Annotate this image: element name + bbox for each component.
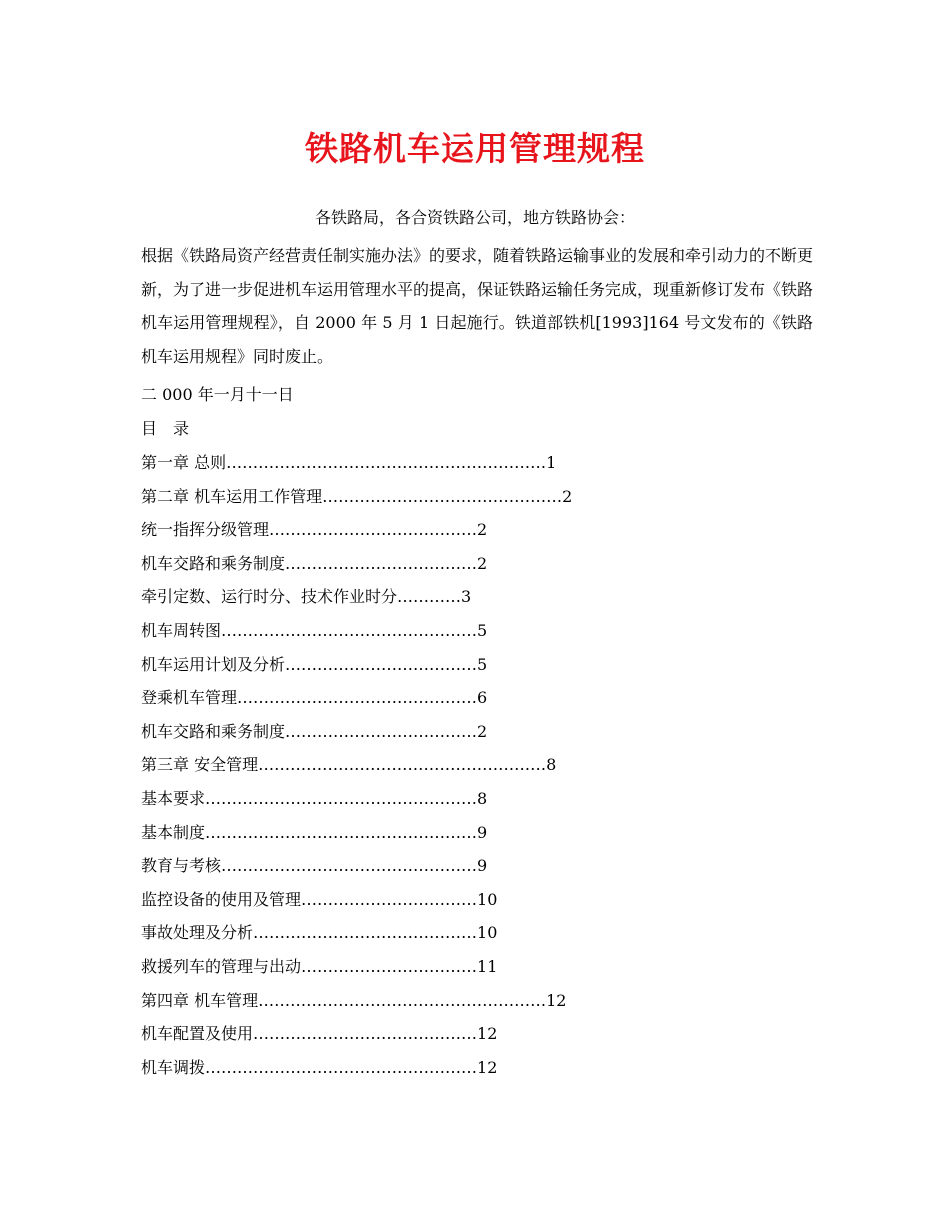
toc-entry-leader: ……………………………………………… <box>258 990 547 1010</box>
toc-entry-page: 8 <box>477 788 488 808</box>
toc-entry <box>141 987 572 1021</box>
issue-date: 二 000 年一月十一日 <box>141 385 294 404</box>
toc-entry-leader: …………………………………………… <box>205 788 478 808</box>
toc-entry-label: 机车交路和乘务制度 <box>141 553 286 573</box>
toc-entry-page: 12 <box>477 1057 498 1077</box>
toc-entry-label: 牵引定数、运行时分、技术作业时分 <box>141 587 398 607</box>
toc-entry <box>141 718 572 752</box>
toc-entry-page: 5 <box>477 654 488 674</box>
toc-entry <box>141 1054 572 1088</box>
toc-entry-label: 第三章 安全管理 <box>141 755 259 775</box>
toc-entry-leader: ……………………………… <box>285 553 478 573</box>
toc-entry-label: 第一章 总则 <box>141 453 227 472</box>
toc-entry-leader: …………………………………………… <box>205 822 478 842</box>
toc-entry-leader: …………………………………… <box>253 1024 478 1044</box>
toc-entry <box>141 852 572 886</box>
toc-entry <box>141 583 572 617</box>
toc-entry <box>141 1020 572 1054</box>
toc-entry-page: 6 <box>477 688 488 708</box>
toc-entry-leader: …………………………… <box>301 889 478 909</box>
toc-entry-label: 教育与考核 <box>141 856 222 876</box>
toc-entry-label: 基本制度 <box>141 822 206 842</box>
toc-entry-page: 5 <box>477 620 488 640</box>
toc-entry <box>141 684 572 718</box>
toc-entry-leader: …………………………………… <box>253 923 478 943</box>
toc-entry-page: 2 <box>477 721 488 741</box>
toc-entry-page: 2 <box>562 486 573 506</box>
addressee-line: 各铁路局，各合资铁路公司，地方铁路协会： <box>314 208 635 227</box>
toc-entry <box>141 550 572 584</box>
toc-entry <box>141 516 572 550</box>
toc-entry <box>141 651 572 685</box>
toc-entry-label: 统一指挥分级管理 <box>141 520 270 540</box>
toc-entry-leader: ………………………………… <box>269 520 478 540</box>
toc-entry-leader: ……………………………………… <box>322 486 563 506</box>
toc-entry-leader: ………………………………………… <box>221 856 478 876</box>
toc-heading: 目 录 <box>141 419 190 438</box>
toc-entry-page: 9 <box>477 856 488 876</box>
toc-entry-page: 11 <box>477 956 498 976</box>
toc-entry-page: 3 <box>461 587 472 607</box>
toc-entry <box>141 919 572 953</box>
toc-entry <box>141 449 572 483</box>
toc-entry-leader: ……………………………… <box>285 721 478 741</box>
toc-entry-label: 机车交路和乘务制度 <box>141 721 286 741</box>
toc-entry-leader: ……………………………………… <box>237 688 478 708</box>
toc-entry-leader: ……………………………… <box>285 654 478 674</box>
toc-entry-label: 监控设备的使用及管理 <box>141 889 302 909</box>
toc-entry-label: 登乘机车管理 <box>141 688 238 708</box>
toc-entry <box>141 617 572 651</box>
toc-entry-leader: …………………………………………………… <box>226 453 547 472</box>
toc-entry-leader: ………… <box>397 587 462 607</box>
toc-entry-leader: ………………………………………… <box>221 620 478 640</box>
toc-entry-page: 1 <box>546 453 557 472</box>
toc-entry <box>141 483 572 517</box>
toc-entry-label: 事故处理及分析 <box>141 923 254 943</box>
toc-entry-page: 9 <box>477 822 488 842</box>
table-of-contents <box>141 449 572 1087</box>
toc-entry-label: 机车周转图 <box>141 620 222 640</box>
toc-entry-page: 2 <box>477 553 488 573</box>
toc-entry <box>141 819 572 853</box>
toc-entry-label: 机车运用计划及分析 <box>141 654 286 674</box>
document-title: 铁路机车运用管理规程 <box>305 129 645 168</box>
toc-entry-label: 第二章 机车运用工作管理 <box>141 486 323 506</box>
toc-entry-page: 12 <box>546 990 567 1010</box>
toc-entry <box>141 886 572 920</box>
toc-entry-page: 12 <box>477 1024 498 1044</box>
toc-entry-label: 机车配置及使用 <box>141 1024 254 1044</box>
toc-entry-page: 10 <box>477 923 498 943</box>
toc-entry-label: 救援列车的管理与出动 <box>141 956 302 976</box>
toc-entry <box>141 751 572 785</box>
body-paragraph: 根据《铁路局资产经营责任制实施办法》的要求，随着铁路运输事业的发展和牵引动力的不断更新，为了进一步促进机车运用管理水平的提高，保证铁路运输任务完成，现重新修订发布《铁路机车运用管理规程》，自 2000 年 5 月 1 日起施行。铁道部铁机[1993]164 号文发布的《铁路机车运用规程》同时废止。 <box>141 246 814 366</box>
toc-entry-label: 机车调拨 <box>141 1057 206 1077</box>
toc-entry <box>141 953 572 987</box>
toc-entry-leader: …………………………………………… <box>205 1057 478 1077</box>
toc-entry-page: 10 <box>477 889 498 909</box>
toc-entry <box>141 785 572 819</box>
toc-entry-label: 第四章 机车管理 <box>141 990 259 1010</box>
toc-entry-leader: …………………………… <box>301 956 478 976</box>
toc-entry-page: 2 <box>477 520 488 540</box>
toc-entry-leader: ……………………………………………… <box>258 755 547 775</box>
toc-entry-label: 基本要求 <box>141 788 206 808</box>
toc-entry-page: 8 <box>546 755 557 775</box>
